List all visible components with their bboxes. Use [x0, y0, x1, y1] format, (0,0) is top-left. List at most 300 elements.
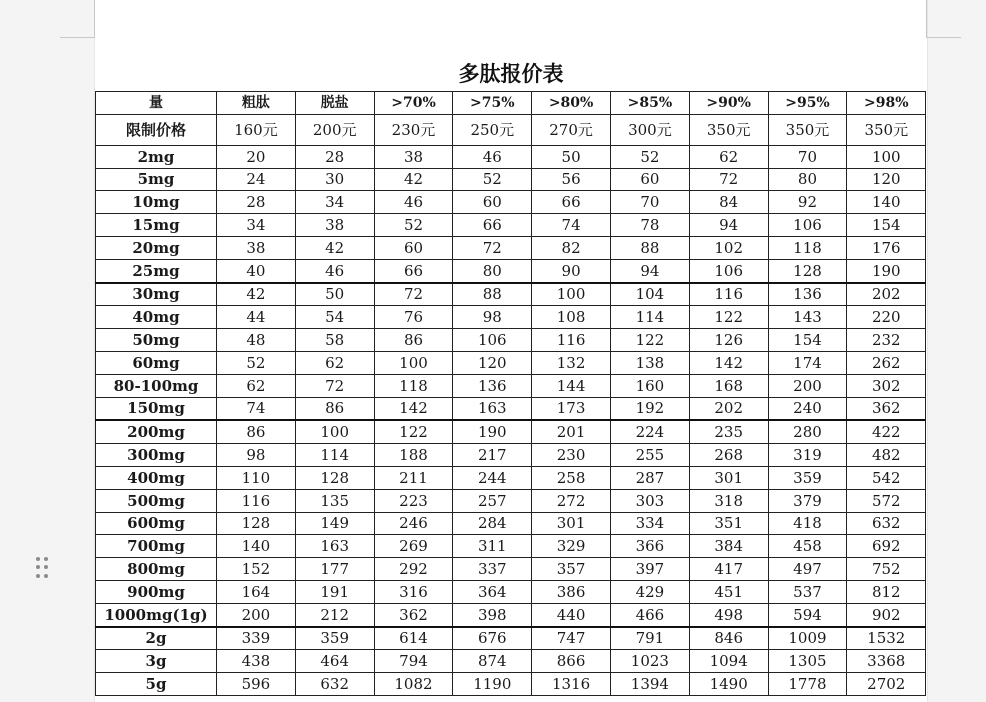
price-cell[interactable]: 142 [374, 397, 453, 420]
price-cell[interactable]: 362 [847, 397, 926, 420]
price-cell[interactable]: 42 [217, 283, 296, 306]
price-cell[interactable]: 1305 [768, 650, 847, 673]
drag-handle-dot [44, 565, 48, 569]
row-label-cell[interactable]: 3g [96, 650, 217, 673]
price-cell[interactable]: 357 [532, 558, 611, 581]
price-cell[interactable]: 292 [374, 558, 453, 581]
price-cell[interactable]: 177 [295, 558, 374, 581]
price-cell[interactable]: 62 [217, 374, 296, 397]
table-row [96, 214, 926, 237]
price-cell[interactable]: 201 [532, 420, 611, 443]
price-cell[interactable]: 594 [768, 603, 847, 626]
price-cell[interactable]: 398 [453, 603, 532, 626]
price-cell[interactable]: 791 [610, 627, 689, 650]
row-label-cell[interactable]: 10mg [96, 191, 217, 214]
margin-mark-top-left-v [94, 0, 95, 38]
price-cell[interactable]: 116 [689, 283, 768, 306]
price-cell[interactable]: 262 [847, 351, 926, 374]
price-cell[interactable]: 74 [217, 397, 296, 420]
price-cell[interactable]: 1394 [610, 673, 689, 696]
price-cell[interactable]: 497 [768, 558, 847, 581]
price-cell[interactable]: 116 [217, 489, 296, 512]
price-cell[interactable]: 52 [374, 214, 453, 237]
table-row [96, 673, 926, 696]
price-cell[interactable]: 52 [217, 351, 296, 374]
price-cell[interactable]: 319 [768, 444, 847, 467]
price-cell[interactable]: 311 [453, 535, 532, 558]
margin-mark-top-right-v [926, 0, 927, 38]
price-cell[interactable]: 257 [453, 489, 532, 512]
price-cell[interactable]: 202 [847, 283, 926, 306]
price-cell[interactable]: 70 [768, 145, 847, 168]
price-cell[interactable]: 100 [374, 351, 453, 374]
price-cell[interactable]: 318 [689, 489, 768, 512]
price-cell[interactable]: 747 [532, 627, 611, 650]
price-cell[interactable]: 40 [217, 259, 296, 282]
price-cell[interactable]: 359 [768, 466, 847, 489]
price-cell[interactable]: 114 [610, 306, 689, 329]
price-cell[interactable]: >95% [768, 92, 847, 115]
price-cell[interactable]: 1532 [847, 627, 926, 650]
price-cell[interactable]: 190 [453, 420, 532, 443]
price-cell[interactable]: 874 [453, 650, 532, 673]
price-cell[interactable]: 24 [217, 168, 296, 191]
drag-handle-dot [36, 574, 40, 578]
price-cell[interactable]: 34 [217, 214, 296, 237]
price-cell[interactable]: 258 [532, 466, 611, 489]
price-cell[interactable]: 1490 [689, 673, 768, 696]
price-cell[interactable]: 164 [217, 580, 296, 603]
price-cell[interactable]: 301 [689, 466, 768, 489]
price-cell[interactable]: 46 [295, 259, 374, 282]
price-cell[interactable]: 42 [295, 236, 374, 259]
price-cell[interactable]: 118 [768, 236, 847, 259]
table-row [96, 489, 926, 512]
price-cell[interactable]: 846 [689, 627, 768, 650]
price-cell[interactable]: 270元 [532, 114, 611, 145]
price-cell[interactable]: 202 [689, 397, 768, 420]
price-cell[interactable]: 211 [374, 466, 453, 489]
price-cell[interactable]: 235 [689, 420, 768, 443]
price-cell[interactable]: 812 [847, 580, 926, 603]
price-cell[interactable]: 422 [847, 420, 926, 443]
price-cell[interactable]: 149 [295, 512, 374, 535]
price-cell[interactable]: 136 [453, 374, 532, 397]
price-cell[interactable]: 482 [847, 444, 926, 467]
price-cell[interactable]: 1082 [374, 673, 453, 696]
row-label-cell[interactable]: 80-100mg [96, 374, 217, 397]
price-cell[interactable]: 60 [610, 168, 689, 191]
price-cell[interactable]: 268 [689, 444, 768, 467]
price-cell[interactable]: 106 [768, 214, 847, 237]
price-cell[interactable]: >98% [847, 92, 926, 115]
price-cell[interactable]: 106 [689, 259, 768, 282]
price-cell[interactable]: 301 [532, 512, 611, 535]
price-cell[interactable]: >85% [610, 92, 689, 115]
price-cell[interactable]: 224 [610, 420, 689, 443]
price-cell[interactable]: 1009 [768, 627, 847, 650]
price-cell[interactable]: 128 [768, 259, 847, 282]
price-cell[interactable]: 38 [374, 145, 453, 168]
price-cell[interactable]: 80 [453, 259, 532, 282]
row-label-cell[interactable]: 40mg [96, 306, 217, 329]
price-cell[interactable]: 246 [374, 512, 453, 535]
price-cell[interactable]: 110 [217, 466, 296, 489]
price-table[interactable] [95, 91, 926, 696]
price-cell[interactable]: >80% [532, 92, 611, 115]
table-row [96, 580, 926, 603]
row-label-cell[interactable]: 700mg [96, 535, 217, 558]
row-label-cell[interactable]: 1000mg(1g) [96, 603, 217, 626]
price-cell[interactable]: 粗肽 [217, 92, 296, 115]
price-cell[interactable]: 1778 [768, 673, 847, 696]
price-cell[interactable]: 752 [847, 558, 926, 581]
price-table-body [96, 92, 926, 696]
table-row [96, 145, 926, 168]
row-label-cell[interactable]: 25mg [96, 259, 217, 282]
price-cell[interactable]: 100 [847, 145, 926, 168]
price-cell[interactable]: 3368 [847, 650, 926, 673]
price-cell[interactable]: 140 [847, 191, 926, 214]
row-label-cell[interactable]: 5g [96, 673, 217, 696]
price-cell[interactable]: 154 [768, 329, 847, 352]
price-cell[interactable]: 143 [768, 306, 847, 329]
price-cell[interactable]: 122 [610, 329, 689, 352]
price-cell[interactable]: 20 [217, 145, 296, 168]
price-cell[interactable]: 106 [453, 329, 532, 352]
table-row [96, 306, 926, 329]
price-cell[interactable]: 176 [847, 236, 926, 259]
price-cell[interactable]: 108 [532, 306, 611, 329]
price-cell[interactable]: 88 [610, 236, 689, 259]
table-header-row [96, 92, 926, 115]
price-cell[interactable]: 126 [689, 329, 768, 352]
price-cell[interactable]: 54 [295, 306, 374, 329]
drag-handle-dot [36, 565, 40, 569]
price-cell[interactable]: 866 [532, 650, 611, 673]
price-cell[interactable]: 72 [453, 236, 532, 259]
table-title: 多肽报价表 [458, 61, 564, 86]
price-cell[interactable]: 38 [217, 236, 296, 259]
price-cell[interactable]: 438 [217, 650, 296, 673]
price-cell[interactable]: 34 [295, 191, 374, 214]
drag-handle-dot [44, 557, 48, 561]
price-cell[interactable]: 316 [374, 580, 453, 603]
price-cell[interactable]: 212 [295, 603, 374, 626]
price-cell[interactable]: 135 [295, 489, 374, 512]
price-cell[interactable]: 160 [610, 374, 689, 397]
price-cell[interactable]: 28 [295, 145, 374, 168]
price-cell[interactable]: 1094 [689, 650, 768, 673]
price-cell[interactable]: 62 [689, 145, 768, 168]
price-cell[interactable]: 76 [374, 306, 453, 329]
price-cell[interactable]: 52 [610, 145, 689, 168]
price-cell[interactable]: 223 [374, 489, 453, 512]
price-cell[interactable]: >90% [689, 92, 768, 115]
price-cell[interactable]: 200 [217, 603, 296, 626]
price-cell[interactable]: 66 [374, 259, 453, 282]
price-cell[interactable]: 632 [295, 673, 374, 696]
price-cell[interactable]: 136 [768, 283, 847, 306]
price-cell[interactable]: 56 [532, 168, 611, 191]
price-cell[interactable]: 362 [374, 603, 453, 626]
price-cell[interactable]: 217 [453, 444, 532, 467]
table-row [96, 397, 926, 420]
price-cell[interactable]: 451 [689, 580, 768, 603]
price-cell[interactable]: 418 [768, 512, 847, 535]
price-cell[interactable]: 542 [847, 466, 926, 489]
price-cell[interactable]: 794 [374, 650, 453, 673]
margin-mark-top-right-h [926, 37, 961, 38]
price-cell[interactable]: 86 [295, 397, 374, 420]
price-cell[interactable]: 152 [217, 558, 296, 581]
price-cell[interactable]: 72 [295, 374, 374, 397]
price-cell[interactable]: 287 [610, 466, 689, 489]
price-cell[interactable]: 466 [610, 603, 689, 626]
price-cell[interactable]: 82 [532, 236, 611, 259]
price-cell[interactable]: 269 [374, 535, 453, 558]
price-cell[interactable]: 458 [768, 535, 847, 558]
row-label-cell[interactable]: 60mg [96, 351, 217, 374]
price-cell[interactable]: 100 [295, 420, 374, 443]
price-cell[interactable]: 154 [847, 214, 926, 237]
row-label-cell[interactable]: 50mg [96, 329, 217, 352]
price-cell[interactable]: 379 [768, 489, 847, 512]
price-cell[interactable]: 537 [768, 580, 847, 603]
row-label-cell[interactable]: 限制价格 [96, 114, 217, 145]
price-cell[interactable]: 272 [532, 489, 611, 512]
price-cell[interactable]: 188 [374, 444, 453, 467]
price-cell[interactable]: 86 [374, 329, 453, 352]
price-cell[interactable]: 302 [847, 374, 926, 397]
price-cell[interactable]: 66 [453, 214, 532, 237]
drag-handle-dot [44, 574, 48, 578]
price-cell[interactable]: 44 [217, 306, 296, 329]
price-cell[interactable]: 140 [217, 535, 296, 558]
price-cell[interactable]: 329 [532, 535, 611, 558]
price-cell[interactable]: 100 [532, 283, 611, 306]
price-cell[interactable]: 122 [689, 306, 768, 329]
price-cell[interactable]: 614 [374, 627, 453, 650]
price-cell[interactable]: >70% [374, 92, 453, 115]
price-cell[interactable]: 364 [453, 580, 532, 603]
price-cell[interactable]: 160元 [217, 114, 296, 145]
price-cell[interactable]: 2702 [847, 673, 926, 696]
price-cell[interactable]: 250元 [453, 114, 532, 145]
price-cell[interactable]: 339 [217, 627, 296, 650]
price-cell[interactable]: 417 [689, 558, 768, 581]
row-label-cell[interactable]: 900mg [96, 580, 217, 603]
table-row [96, 351, 926, 374]
price-cell[interactable]: 200 [768, 374, 847, 397]
price-cell[interactable]: 334 [610, 512, 689, 535]
price-cell[interactable]: 280 [768, 420, 847, 443]
drag-handle-icon[interactable] [36, 557, 48, 579]
price-cell[interactable]: 200元 [295, 114, 374, 145]
table-row [96, 191, 926, 214]
price-cell[interactable]: 102 [689, 236, 768, 259]
price-cell[interactable]: 50 [532, 145, 611, 168]
price-cell[interactable]: 94 [689, 214, 768, 237]
price-cell[interactable]: 350元 [847, 114, 926, 145]
price-cell[interactable]: 94 [610, 259, 689, 282]
table-row [96, 512, 926, 535]
row-label-cell[interactable]: 300mg [96, 444, 217, 467]
row-label-cell[interactable]: 15mg [96, 214, 217, 237]
price-cell[interactable]: 386 [532, 580, 611, 603]
price-cell[interactable]: 192 [610, 397, 689, 420]
price-cell[interactable]: 52 [453, 168, 532, 191]
price-cell[interactable]: 300元 [610, 114, 689, 145]
price-cell[interactable]: 78 [610, 214, 689, 237]
row-label-cell[interactable]: 800mg [96, 558, 217, 581]
price-cell[interactable]: 366 [610, 535, 689, 558]
price-cell[interactable]: 88 [453, 283, 532, 306]
price-cell[interactable]: 74 [532, 214, 611, 237]
price-cell[interactable]: 191 [295, 580, 374, 603]
row-label-cell[interactable]: 30mg [96, 283, 217, 306]
table-row [96, 329, 926, 352]
row-label-cell[interactable]: 150mg [96, 397, 217, 420]
table-row [96, 444, 926, 467]
row-label-cell[interactable]: 5mg [96, 168, 217, 191]
price-cell[interactable]: 337 [453, 558, 532, 581]
price-cell[interactable]: 脱盐 [295, 92, 374, 115]
price-cell[interactable]: 28 [217, 191, 296, 214]
price-cell[interactable]: 132 [532, 351, 611, 374]
table-row [96, 466, 926, 489]
price-cell[interactable]: 72 [374, 283, 453, 306]
price-cell[interactable]: 116 [532, 329, 611, 352]
price-cell[interactable]: 190 [847, 259, 926, 282]
price-cell[interactable]: 70 [610, 191, 689, 214]
table-row [96, 558, 926, 581]
price-cell[interactable]: 38 [295, 214, 374, 237]
price-cell[interactable]: 58 [295, 329, 374, 352]
price-cell[interactable]: 220 [847, 306, 926, 329]
price-cell[interactable]: 104 [610, 283, 689, 306]
price-cell[interactable]: 230 [532, 444, 611, 467]
price-cell[interactable]: 142 [689, 351, 768, 374]
row-label-cell[interactable]: 600mg [96, 512, 217, 535]
price-cell[interactable]: 350元 [768, 114, 847, 145]
price-cell[interactable]: 72 [689, 168, 768, 191]
limit-price-row [96, 114, 926, 145]
price-cell[interactable]: 1023 [610, 650, 689, 673]
price-cell[interactable]: 676 [453, 627, 532, 650]
price-cell[interactable]: 92 [768, 191, 847, 214]
row-label-cell[interactable]: 量 [96, 92, 217, 115]
table-row [96, 650, 926, 673]
price-cell[interactable]: 66 [532, 191, 611, 214]
price-cell[interactable]: 255 [610, 444, 689, 467]
price-cell[interactable]: 174 [768, 351, 847, 374]
table-row [96, 627, 926, 650]
price-cell[interactable]: 62 [295, 351, 374, 374]
price-cell[interactable]: >75% [453, 92, 532, 115]
price-cell[interactable]: 46 [374, 191, 453, 214]
price-cell[interactable]: 397 [610, 558, 689, 581]
price-cell[interactable]: 128 [217, 512, 296, 535]
price-cell[interactable]: 163 [453, 397, 532, 420]
price-cell[interactable]: 90 [532, 259, 611, 282]
price-cell[interactable]: 80 [768, 168, 847, 191]
price-cell[interactable]: 596 [217, 673, 296, 696]
price-cell[interactable]: 138 [610, 351, 689, 374]
price-cell[interactable]: 572 [847, 489, 926, 512]
row-label-cell[interactable]: 500mg [96, 489, 217, 512]
price-cell[interactable]: 240 [768, 397, 847, 420]
table-row [96, 603, 926, 626]
price-cell[interactable]: 464 [295, 650, 374, 673]
price-cell[interactable]: 498 [689, 603, 768, 626]
row-label-cell[interactable]: 2mg [96, 145, 217, 168]
price-cell[interactable]: 30 [295, 168, 374, 191]
table-row [96, 283, 926, 306]
price-cell[interactable]: 98 [453, 306, 532, 329]
price-cell[interactable]: 440 [532, 603, 611, 626]
table-row [96, 420, 926, 443]
price-cell[interactable]: 163 [295, 535, 374, 558]
price-cell[interactable]: 120 [453, 351, 532, 374]
price-cell[interactable]: 122 [374, 420, 453, 443]
row-label-cell[interactable]: 20mg [96, 236, 217, 259]
price-cell[interactable]: 114 [295, 444, 374, 467]
price-cell[interactable]: 144 [532, 374, 611, 397]
table-row [96, 259, 926, 282]
price-cell[interactable]: 351 [689, 512, 768, 535]
row-label-cell[interactable]: 200mg [96, 420, 217, 443]
price-cell[interactable]: 46 [453, 145, 532, 168]
price-cell[interactable]: 632 [847, 512, 926, 535]
table-row [96, 374, 926, 397]
price-cell[interactable]: 359 [295, 627, 374, 650]
price-cell[interactable]: 120 [847, 168, 926, 191]
price-cell[interactable]: 230元 [374, 114, 453, 145]
price-cell[interactable]: 98 [217, 444, 296, 467]
price-cell[interactable]: 60 [453, 191, 532, 214]
price-cell[interactable]: 118 [374, 374, 453, 397]
price-cell[interactable]: 60 [374, 236, 453, 259]
price-cell[interactable]: 86 [217, 420, 296, 443]
table-row [96, 535, 926, 558]
price-cell[interactable]: 692 [847, 535, 926, 558]
price-cell[interactable]: 84 [689, 191, 768, 214]
price-cell[interactable]: 48 [217, 329, 296, 352]
price-cell[interactable]: 429 [610, 580, 689, 603]
price-cell[interactable]: 173 [532, 397, 611, 420]
price-cell[interactable]: 284 [453, 512, 532, 535]
price-cell[interactable]: 1190 [453, 673, 532, 696]
price-cell[interactable]: 1316 [532, 673, 611, 696]
price-cell[interactable]: 384 [689, 535, 768, 558]
price-cell[interactable]: 168 [689, 374, 768, 397]
table-row [96, 236, 926, 259]
price-cell[interactable]: 303 [610, 489, 689, 512]
table-row [96, 168, 926, 191]
price-cell[interactable]: 232 [847, 329, 926, 352]
price-cell[interactable]: 42 [374, 168, 453, 191]
row-label-cell[interactable]: 400mg [96, 466, 217, 489]
price-cell[interactable]: 244 [453, 466, 532, 489]
price-cell[interactable]: 902 [847, 603, 926, 626]
price-cell[interactable]: 350元 [689, 114, 768, 145]
row-label-cell[interactable]: 2g [96, 627, 217, 650]
price-cell[interactable]: 128 [295, 466, 374, 489]
drag-handle-dot [36, 557, 40, 561]
price-cell[interactable]: 50 [295, 283, 374, 306]
margin-mark-top-left-h [60, 37, 95, 38]
